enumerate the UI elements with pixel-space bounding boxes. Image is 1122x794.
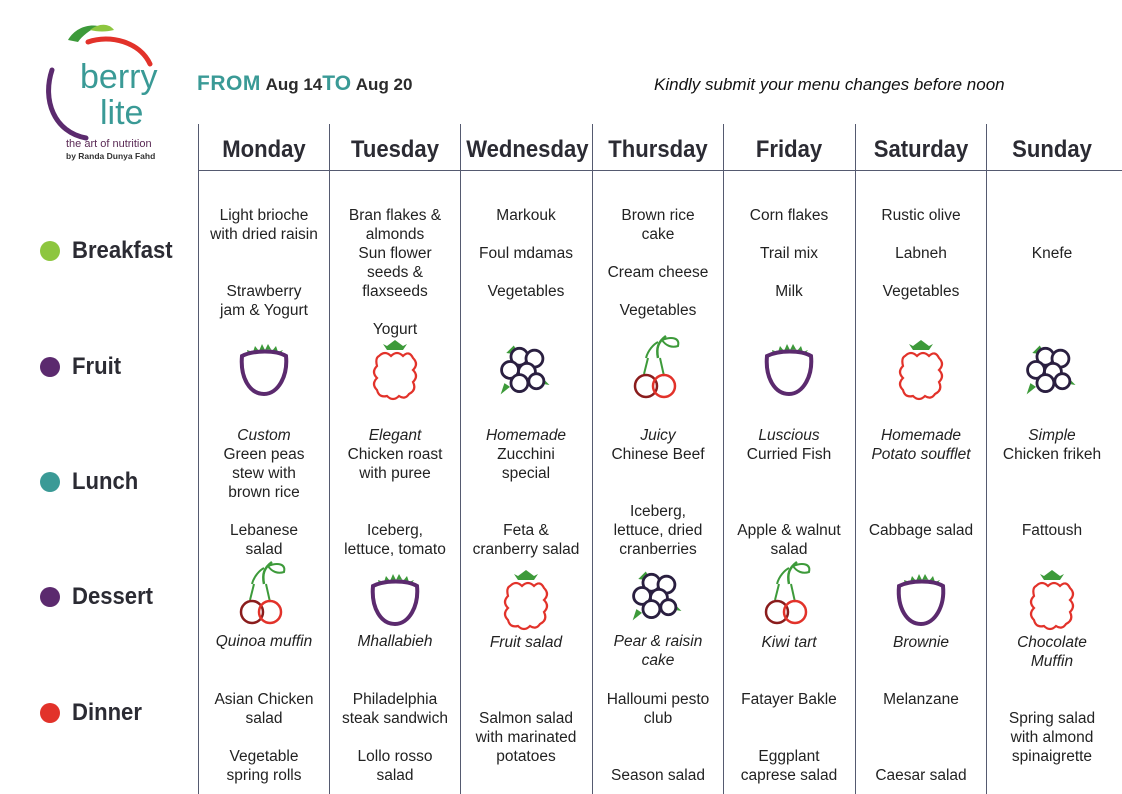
menu-item: Lebanese [229,522,299,539]
menu-item: lettuce, dried [613,522,703,539]
submission-note: Kindly submit your menu changes before noon [654,75,1005,94]
fruit-cell [856,336,986,402]
lunch-descriptor: Simple [1028,427,1076,444]
tagline: the art of nutrition [66,138,152,150]
menu-item: Caesar salad [875,767,967,784]
meal-label-dinner [40,699,148,727]
menu-item: Cream cheese [607,264,709,281]
spacer [199,244,329,263]
menu-item: Fattoush [1021,522,1083,539]
logo-lite-text: lite [100,94,144,132]
spacer [461,502,591,521]
cherry-icon [758,560,820,626]
menu-item: Mhallabieh [357,633,433,650]
menu-item: Kiwi tart [761,634,817,651]
menu-item: Sun flower [358,245,432,262]
blueberry-icon [627,562,689,628]
spacer [330,483,460,502]
meal-label-text: Breakfast [72,237,173,264]
menu-item: Chinese Beef [611,446,705,463]
fruit-cell [724,336,854,402]
raspberry-icon [1021,566,1083,632]
meal-label-text: Lunch [72,468,139,495]
breakfast-cell [461,206,591,301]
lunch-cell [461,426,591,559]
spacer [856,464,986,483]
cherry-icon [233,560,295,626]
menu-item: special [501,465,551,482]
menu-item: Vegetable [229,748,299,765]
menu-item: Cabbage salad [868,522,974,539]
lunch-descriptor: Elegant [368,427,422,444]
menu-item: Vegetables [619,302,697,319]
menu-item: stew with [232,465,296,482]
menu-item: cake [641,226,675,243]
day-header-friday: Friday [755,136,823,163]
menu-item: Rustic olive [881,207,961,224]
menu-item: jam & Yogurt [220,302,308,319]
day-header-monday: Monday [222,136,306,163]
menu-item: Eggplant [758,748,820,765]
spacer [593,282,723,301]
menu-item: Labneh [895,245,947,262]
spacer [856,502,986,521]
dessert-cell [987,633,1117,671]
menu-item: spinaigrette [1011,748,1093,765]
menu-item: Pear & raisin [613,633,703,650]
dessert-icon-cell [724,560,854,626]
fig-icon [233,336,295,402]
menu-item: with puree [359,465,431,482]
menu-item: lettuce, tomato [344,541,446,558]
breakfast-cell [199,206,329,320]
spacer [987,690,1117,709]
dinner-cell [856,690,986,785]
spacer [199,502,329,521]
menu-item: Apple & walnut [737,522,841,539]
from-label: FROM [197,72,261,95]
spacer [856,728,986,747]
dinner-dot-icon [40,703,60,723]
menu-item: Chicken roast [347,446,443,463]
menu-item: Quinoa muffin [215,633,313,650]
lunch-dot-icon [40,472,60,492]
meal-label-fruit [40,353,125,381]
spacer [724,483,854,502]
lunch-cell [724,426,854,559]
date-range [197,72,412,96]
dessert-cell [724,633,854,652]
fruit-cell [461,336,591,402]
fruit-cell [330,336,460,402]
spacer [856,225,986,244]
blueberry-icon [495,336,557,402]
spacer [461,263,591,282]
dessert-cell [199,632,329,651]
logo-berry-text: berry [80,58,158,96]
breakfast-cell [330,206,460,339]
raspberry-icon [890,336,952,402]
dinner-cell [724,690,854,785]
spacer [593,728,723,747]
spacer [724,225,854,244]
meal-label-text: Fruit [72,353,122,380]
spacer [593,747,723,766]
breakfast-cell [724,206,854,301]
blueberry-icon [1021,336,1083,402]
day-header-thursday: Thursday [608,136,708,163]
meal-label-dessert [40,583,160,611]
lunch-dish: Potato soufflet [871,446,971,463]
raspberry-icon [364,336,426,402]
menu-item: steak sandwich [342,710,448,727]
spacer [330,502,460,521]
lunch-cell [987,426,1117,540]
menu-item: cranberry salad [472,541,580,558]
dessert-icon-cell [987,566,1117,632]
menu-item: salad [245,710,283,727]
menu-item: Yogurt [372,321,418,338]
menu-item: Brown rice [621,207,695,224]
meal-label-breakfast [40,237,181,265]
menu-item: Iceberg, [366,522,423,539]
menu-item: Knefe [1031,245,1073,262]
menu-item: Chicken frikeh [1002,446,1102,463]
menu-item: Markouk [496,207,556,224]
day-header-wednesday: Wednesday [466,136,589,163]
menu-item: Lollo rosso [357,748,433,765]
dessert-cell [461,633,591,652]
spacer [199,728,329,747]
menu-item: Iceberg, [629,503,686,520]
dessert-icon-cell [330,566,460,632]
spacer [330,301,460,320]
fig-icon [758,336,820,402]
menu-item: Light brioche [219,207,309,224]
lunch-cell [330,426,460,559]
menu-item: Asian Chicken [214,691,314,708]
spacer [724,464,854,483]
menu-item: Halloumi pesto [606,691,710,708]
dinner-cell [199,690,329,785]
menu-item: Trail mix [760,245,818,262]
spacer [593,464,723,483]
day-header-saturday: Saturday [873,136,969,163]
menu-item: Fatayer Bakle [741,691,837,708]
lunch-cell [199,426,329,559]
fruit-cell [593,334,723,400]
menu-item: Season salad [611,767,705,784]
breakfast-cell [856,206,986,301]
spacer [856,747,986,766]
menu-item: with dried raisin [210,226,318,243]
dessert-cell [593,632,723,670]
menu-item: Muffin [1030,653,1074,670]
dessert-cell [330,632,460,651]
spacer [724,728,854,747]
menu-item: Melanzane [883,691,959,708]
menu-item: almonds [365,226,425,243]
spacer [856,709,986,728]
fruit-dot-icon [40,357,60,377]
header-divider [198,170,1122,171]
menu-item: with almond [1010,729,1094,746]
fruit-cell [199,336,329,402]
spacer [987,464,1117,483]
menu-item: Chocolate [1017,634,1087,651]
menu-item: brown rice [228,484,300,501]
dessert-icon-cell [461,566,591,632]
dinner-cell [593,690,723,785]
menu-item: Fruit salad [489,634,563,651]
logo-tagline [66,138,155,162]
meal-label-text: Dessert [72,583,154,610]
menu-item: Philadelphia [352,691,438,708]
byline: by Randa Dunya Fahd [66,151,156,161]
menu-item: salad [245,541,283,558]
spacer [461,690,591,709]
menu-item: Salmon salad [479,710,573,727]
dinner-cell [987,690,1117,766]
menu-item: seeds & [366,264,423,281]
fig-icon [890,566,952,632]
menu-item: Spring salad [1008,710,1096,727]
spacer [987,483,1117,502]
menu-item: club [643,710,673,727]
breakfast-cell [987,206,1117,263]
menu-item: potatoes [496,748,556,765]
dessert-icon-cell [199,560,329,626]
spacer [856,263,986,282]
menu-item: Milk [775,283,803,300]
menu-item: Brownie [893,634,949,651]
menu-item: spring rolls [226,767,302,784]
spacer [724,263,854,282]
menu-item: with marinated [475,729,577,746]
dessert-icon-cell [593,562,723,628]
meal-label-text: Dinner [72,699,142,726]
spacer [987,502,1117,521]
dessert-cell [856,633,986,652]
spacer [330,728,460,747]
to-date: Aug 20 [355,75,413,94]
spacer [593,483,723,502]
spacer [199,263,329,282]
lunch-descriptor: Custom [237,427,291,444]
lunch-descriptor: Luscious [758,427,820,444]
menu-item: caprese salad [740,767,838,784]
fruit-cell [987,336,1117,402]
menu-item: salad [770,541,808,558]
breakfast-dot-icon [40,241,60,261]
spacer [461,483,591,502]
menu-item: salad [376,767,414,784]
menu-item: Strawberry [226,283,302,300]
lunch-descriptor: Homemade [485,427,567,444]
menu-item: flaxseeds [362,283,428,300]
menu-item: Corn flakes [749,207,829,224]
menu-item: Zucchini [497,446,555,463]
raspberry-icon [495,566,557,632]
menu-item: Green peas [223,446,305,463]
dessert-icon-cell [856,566,986,632]
menu-item: Foul mdamas [479,245,573,262]
breakfast-cell [593,206,723,320]
menu-item: Vegetables [487,283,565,300]
menu-item: Vegetables [882,283,960,300]
lunch-cell [856,426,986,540]
spacer [987,206,1117,225]
to-label: TO [322,72,352,95]
menu-item: Curried Fish [746,446,832,463]
menu-item: Bran flakes & [348,207,442,224]
cherry-icon [627,334,689,400]
menu-item: cranberries [619,541,697,558]
spacer [593,244,723,263]
dinner-cell [330,690,460,785]
menu-item: Feta & [503,522,549,539]
fig-icon [364,566,426,632]
spacer [461,225,591,244]
spacer [856,483,986,502]
menu-item: cake [641,652,675,669]
lunch-cell [593,426,723,559]
day-header-tuesday: Tuesday [351,136,439,163]
meal-label-lunch [40,468,144,496]
spacer [987,225,1117,244]
spacer [724,502,854,521]
day-header-sunday: Sunday [1012,136,1092,163]
spacer [724,709,854,728]
dinner-cell [461,690,591,766]
dessert-dot-icon [40,587,60,607]
lunch-descriptor: Juicy [640,427,676,444]
from-date: Aug 14 [265,75,323,94]
lunch-descriptor: Homemade [880,427,962,444]
